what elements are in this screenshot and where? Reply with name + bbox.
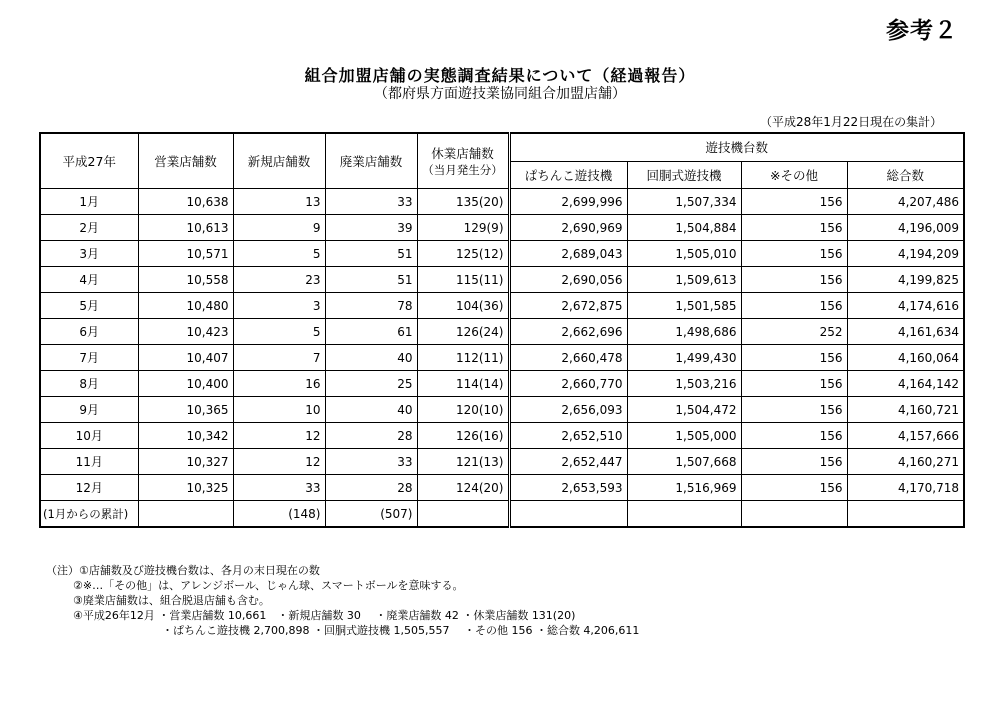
cell-other: 156 — [741, 241, 847, 267]
cumulative-pachinko — [509, 501, 627, 528]
notes-prefix: （注） — [46, 564, 79, 577]
cell-slot: 1,509,613 — [627, 267, 741, 293]
document-subtitle: （都府県方面遊技業協同組合加盟店舗） — [374, 86, 626, 102]
cell-total: 4,160,721 — [847, 397, 964, 423]
header-suspended-line2: （当月発生分） — [422, 163, 503, 177]
note-3: ③廃業店舗数は、組合脱退店舗も含む。 — [73, 594, 270, 607]
header-other: ※その他 — [741, 161, 847, 189]
reference-label: 参考２ — [886, 18, 958, 44]
cumulative-label: (1月からの累計) — [40, 501, 138, 528]
cell-closed: 51 — [325, 241, 417, 267]
cell-operating: 10,342 — [138, 423, 233, 449]
cumulative-row — [40, 501, 964, 528]
notes-section — [46, 563, 639, 638]
cell-other: 252 — [741, 319, 847, 345]
note-4b: ・ぱちんこ遊技機 2,700,898 ・回胴式遊技機 1,505,557 ・その他 156 ・総合数 4,206,611 — [162, 624, 640, 637]
cell-other: 156 — [741, 345, 847, 371]
cell-slot: 1,505,010 — [627, 241, 741, 267]
cell-total: 4,157,666 — [847, 423, 964, 449]
cell-suspended: 115(11) — [417, 267, 509, 293]
cell-total: 4,196,009 — [847, 215, 964, 241]
cell-suspended: 104(36) — [417, 293, 509, 319]
cell-other: 156 — [741, 397, 847, 423]
cell-slot: 1,498,686 — [627, 319, 741, 345]
cell-operating: 10,571 — [138, 241, 233, 267]
cell-suspended: 114(14) — [417, 371, 509, 397]
cell-other: 156 — [741, 371, 847, 397]
cell-suspended: 126(24) — [417, 319, 509, 345]
cell-pachinko: 2,652,510 — [509, 423, 627, 449]
cell-closed: 33 — [325, 189, 417, 215]
cell-new: 16 — [233, 371, 325, 397]
table-row — [40, 345, 964, 371]
table-row — [40, 449, 964, 475]
cell-slot: 1,507,668 — [627, 449, 741, 475]
cell-new: 12 — [233, 423, 325, 449]
cell-suspended: 126(16) — [417, 423, 509, 449]
cell-operating: 10,480 — [138, 293, 233, 319]
cell-suspended: 135(20) — [417, 189, 509, 215]
table-row — [40, 397, 964, 423]
cell-other: 156 — [741, 267, 847, 293]
cell-total: 4,199,825 — [847, 267, 964, 293]
header-suspended — [417, 133, 509, 189]
cell-other: 156 — [741, 293, 847, 319]
cell-operating: 10,325 — [138, 475, 233, 501]
cell-operating: 10,558 — [138, 267, 233, 293]
cell-total: 4,194,209 — [847, 241, 964, 267]
header-slot: 回胴式遊技機 — [627, 161, 741, 189]
document-title: 組合加盟店舗の実態調査結果について（経過報告） — [304, 66, 696, 85]
cell-pachinko: 2,689,043 — [509, 241, 627, 267]
cell-month: 9月 — [40, 397, 138, 423]
cell-new: 10 — [233, 397, 325, 423]
cell-month: 12月 — [40, 475, 138, 501]
cell-other: 156 — [741, 215, 847, 241]
cell-total: 4,174,616 — [847, 293, 964, 319]
table-row — [40, 371, 964, 397]
cell-total: 4,161,634 — [847, 319, 964, 345]
cell-month: 8月 — [40, 371, 138, 397]
cumulative-operating — [138, 501, 233, 528]
cell-closed: 78 — [325, 293, 417, 319]
table-row — [40, 423, 964, 449]
cell-closed: 51 — [325, 267, 417, 293]
cell-closed: 40 — [325, 345, 417, 371]
cell-pachinko: 2,656,093 — [509, 397, 627, 423]
cell-pachinko: 2,690,056 — [509, 267, 627, 293]
table-row — [40, 293, 964, 319]
table-row — [40, 189, 964, 215]
cell-closed: 28 — [325, 423, 417, 449]
header-machines: 遊技機台数 — [509, 133, 964, 161]
cell-closed: 39 — [325, 215, 417, 241]
cell-month: 11月 — [40, 449, 138, 475]
cell-closed: 28 — [325, 475, 417, 501]
cell-pachinko: 2,653,593 — [509, 475, 627, 501]
cell-closed: 40 — [325, 397, 417, 423]
note-2: ②※…「その他」は、アレンジボール、じゃん球、スマートボールを意味する。 — [73, 579, 464, 592]
cell-new: 12 — [233, 449, 325, 475]
header-total: 総合数 — [847, 161, 964, 189]
cell-other: 156 — [741, 423, 847, 449]
cell-pachinko: 2,660,478 — [509, 345, 627, 371]
cell-slot: 1,499,430 — [627, 345, 741, 371]
header-pachinko: ぱちんこ遊技機 — [509, 161, 627, 189]
cell-month: 3月 — [40, 241, 138, 267]
table-row — [40, 475, 964, 501]
cell-operating: 10,365 — [138, 397, 233, 423]
cell-pachinko: 2,662,696 — [509, 319, 627, 345]
cell-operating: 10,638 — [138, 189, 233, 215]
cell-total: 4,207,486 — [847, 189, 964, 215]
table-row — [40, 215, 964, 241]
cell-suspended: 121(13) — [417, 449, 509, 475]
cell-slot: 1,507,334 — [627, 189, 741, 215]
table-row — [40, 241, 964, 267]
cell-month: 4月 — [40, 267, 138, 293]
cell-slot: 1,505,000 — [627, 423, 741, 449]
cumulative-total — [847, 501, 964, 528]
cell-other: 156 — [741, 189, 847, 215]
cell-new: 5 — [233, 319, 325, 345]
cell-closed: 61 — [325, 319, 417, 345]
cell-operating: 10,423 — [138, 319, 233, 345]
cell-month: 5月 — [40, 293, 138, 319]
cell-new: 33 — [233, 475, 325, 501]
cell-pachinko: 2,690,969 — [509, 215, 627, 241]
as-of-date: （平成28年1月22日現在の集計） — [760, 115, 943, 129]
cell-month: 10月 — [40, 423, 138, 449]
note-1: ①店舗数及び遊技機台数は、各月の末日現在の数 — [79, 564, 320, 577]
cell-slot: 1,516,969 — [627, 475, 741, 501]
cell-slot: 1,504,884 — [627, 215, 741, 241]
cell-month: 2月 — [40, 215, 138, 241]
header-new: 新規店舗数 — [233, 133, 325, 189]
cell-suspended: 125(12) — [417, 241, 509, 267]
cell-new: 23 — [233, 267, 325, 293]
cell-new: 9 — [233, 215, 325, 241]
cell-operating: 10,613 — [138, 215, 233, 241]
table-row — [40, 267, 964, 293]
table-row — [40, 319, 964, 345]
cell-operating: 10,400 — [138, 371, 233, 397]
cumulative-other — [741, 501, 847, 528]
cumulative-suspended — [417, 501, 509, 528]
header-year: 平成27年 — [40, 133, 138, 189]
cell-pachinko: 2,699,996 — [509, 189, 627, 215]
cell-total: 4,164,142 — [847, 371, 964, 397]
cell-total: 4,160,271 — [847, 449, 964, 475]
cell-new: 3 — [233, 293, 325, 319]
cell-slot: 1,504,472 — [627, 397, 741, 423]
cell-total: 4,170,718 — [847, 475, 964, 501]
cell-pachinko: 2,660,770 — [509, 371, 627, 397]
cumulative-slot — [627, 501, 741, 528]
cell-other: 156 — [741, 475, 847, 501]
cell-new: 5 — [233, 241, 325, 267]
cell-suspended: 124(20) — [417, 475, 509, 501]
note-4a: ④平成26年12月 ・営業店舗数 10,661 ・新規店舗数 30 ・廃業店舗数 42 ・休業店舗数 131(20) — [73, 609, 576, 622]
cell-new: 13 — [233, 189, 325, 215]
cumulative-closed: (507) — [325, 501, 417, 528]
header-suspended-line1: 休業店舗数 — [431, 146, 494, 161]
cell-month: 1月 — [40, 189, 138, 215]
cell-pachinko: 2,672,875 — [509, 293, 627, 319]
cell-closed: 25 — [325, 371, 417, 397]
cell-suspended: 129(9) — [417, 215, 509, 241]
header-operating: 営業店舗数 — [138, 133, 233, 189]
cell-total: 4,160,064 — [847, 345, 964, 371]
cumulative-new: (148) — [233, 501, 325, 528]
cell-pachinko: 2,652,447 — [509, 449, 627, 475]
cell-other: 156 — [741, 449, 847, 475]
cell-suspended: 112(11) — [417, 345, 509, 371]
header-closed: 廃業店舗数 — [325, 133, 417, 189]
note-line-1 — [46, 563, 639, 578]
cell-suspended: 120(10) — [417, 397, 509, 423]
cell-month: 6月 — [40, 319, 138, 345]
cell-operating: 10,407 — [138, 345, 233, 371]
cell-slot: 1,503,216 — [627, 371, 741, 397]
stores-table — [39, 132, 965, 528]
cell-operating: 10,327 — [138, 449, 233, 475]
cell-closed: 33 — [325, 449, 417, 475]
cell-month: 7月 — [40, 345, 138, 371]
cell-new: 7 — [233, 345, 325, 371]
cell-slot: 1,501,585 — [627, 293, 741, 319]
